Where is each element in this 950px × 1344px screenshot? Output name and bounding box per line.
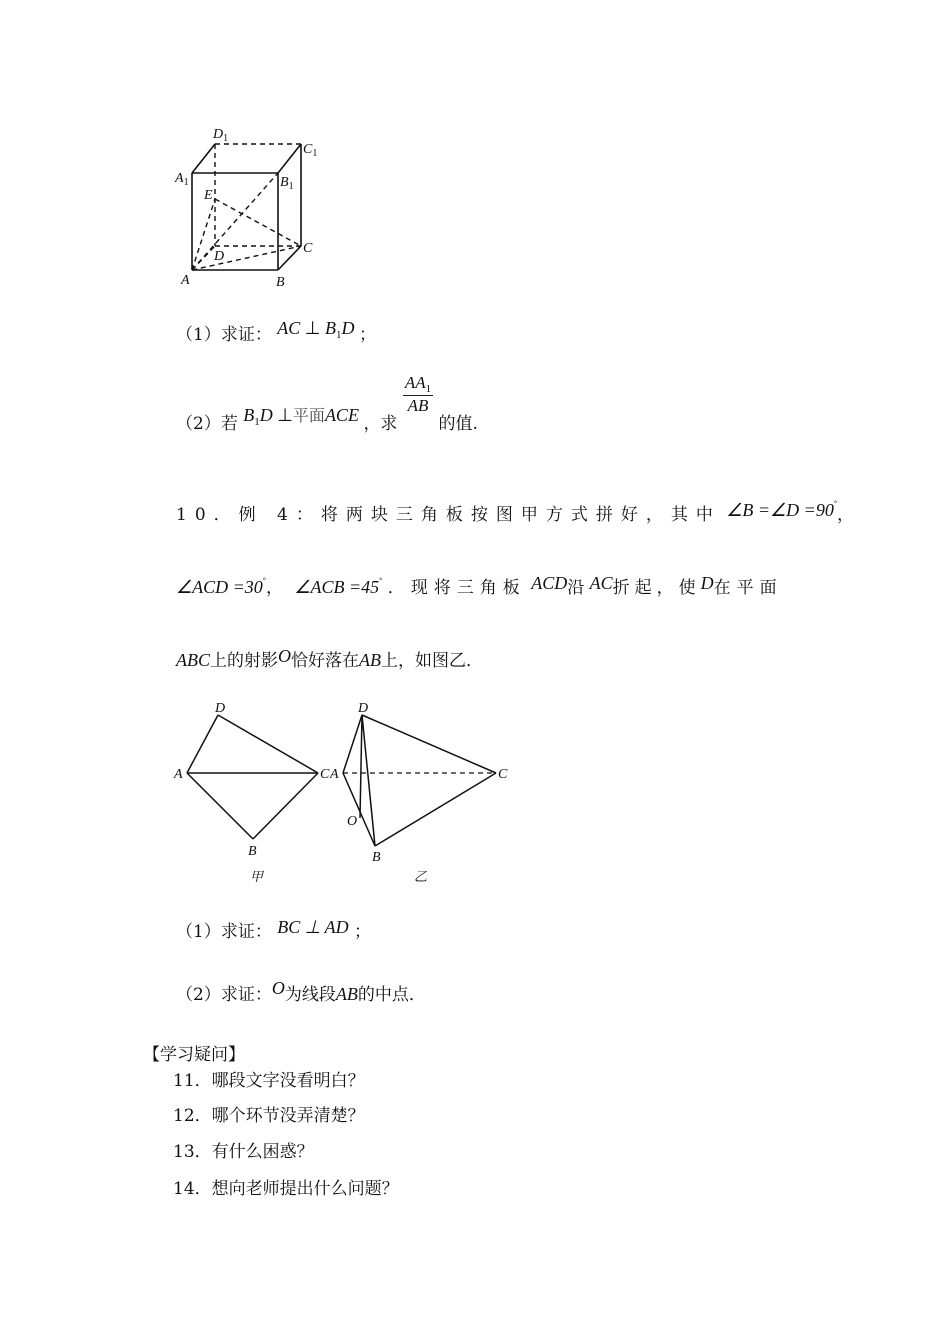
edge-b1c1 [278, 144, 301, 173]
q10-part2-text2: 的中点． [357, 985, 426, 1005]
label-b: B [276, 275, 285, 290]
q10-line2-sep: ， [266, 578, 283, 598]
label-b1: $B_1$ [280, 175, 294, 192]
q10-part1-formula: BC ⊥ AD [277, 917, 349, 937]
q10-line1-text: 10．例 4：将两块三角板按图甲方式拼好，其中 [176, 505, 721, 525]
q10-line2-angle2: ∠ACB =45° [294, 576, 383, 597]
yi-label-b: B [372, 850, 381, 865]
edge-dc [218, 715, 318, 773]
q10-line3-abc: ABC [176, 650, 210, 670]
q10-line2-text1: ．现将三角板 [387, 578, 526, 598]
figure-yi [330, 695, 520, 890]
label-a1: $A_1$ [175, 171, 189, 188]
yi-label-d: D [358, 701, 369, 716]
q9-part1 [176, 320, 376, 347]
q10-part1 [176, 917, 371, 942]
edge-dc [362, 715, 496, 773]
edge-ab [343, 773, 375, 846]
jia-label-d: D [215, 701, 226, 716]
edge-bc [375, 773, 496, 846]
jia-caption: 甲 [250, 869, 264, 884]
q10-line1-end: ， [837, 505, 855, 525]
yi-caption: 乙 [414, 869, 428, 884]
label-c1: $C_1$ [303, 142, 318, 159]
q10-part2 [176, 980, 426, 1005]
yi-label-o: O [347, 814, 358, 829]
q10-line3-text3: 上，如图乙． [381, 651, 483, 671]
q9-part2 [176, 373, 478, 434]
q10-line2-ac: AC [589, 573, 613, 593]
q10-part2-o: O [271, 978, 285, 998]
label-e: E [204, 188, 213, 203]
label-d1: $D_1$ [213, 127, 229, 144]
q10-line2 [176, 573, 783, 598]
seg-ec [215, 199, 301, 246]
q10-part1-prefix: （1）求证： [176, 922, 272, 942]
yi-label-c: C [498, 767, 508, 782]
study-item: 11．哪段文字没看明白？ [173, 1071, 365, 1091]
edge-bc [253, 773, 318, 839]
q10-line2-d: D [700, 573, 714, 593]
q10-line2-text3: 折起，使 [612, 578, 701, 598]
q10-line3-text1: 上的射影 [210, 651, 278, 671]
q10-part2-ab: AB [335, 984, 358, 1004]
q10-line2-text4: 在平面 [713, 578, 783, 598]
q10-part2-text1: 为线段 [284, 985, 336, 1005]
q10-line2-angle1: ∠ACD =30° [176, 576, 266, 597]
q10-line3 [176, 646, 483, 671]
edge-a1d1 [192, 144, 215, 173]
cube-figure [170, 120, 330, 295]
q10-line3-o: O [278, 646, 291, 666]
q10-line3-text2: 恰好落在 [291, 651, 359, 671]
q9-part2-end: 的值. [438, 414, 478, 434]
label-a: A [181, 273, 190, 288]
q10-part1-end: ； [354, 922, 371, 942]
study-item: 14．想向老师提出什么问题？ [173, 1179, 399, 1199]
edge-da [343, 715, 362, 773]
jia-label-a: A [174, 767, 183, 782]
study-item: 13．有什么困惑？ [173, 1142, 314, 1162]
diag-ac [192, 246, 301, 270]
edge-do [360, 715, 362, 818]
q9-part2-prefix: （2）若 [176, 414, 238, 434]
q9-part1-formula: AC ⊥ $B_1D$ [277, 318, 355, 341]
q10-line1 [176, 500, 854, 525]
jia-label-c: C [320, 767, 330, 782]
label-c: C [303, 241, 313, 256]
study-heading: 【学习疑问】 [143, 1045, 245, 1065]
label-d: D [214, 249, 225, 264]
q9-part2-formula: $B_1D$ ⊥平面ACE [243, 405, 359, 428]
edge-ab [187, 773, 253, 839]
q9-part2-mid: ，求 [363, 414, 398, 434]
study-item: 12．哪个环节没弄清楚？ [173, 1106, 365, 1126]
figure-jia [170, 695, 335, 890]
q10-line2-acd: ACD [531, 573, 568, 593]
jia-label-b: B [248, 844, 257, 859]
q10-line1-formula: ∠B =∠D =90° [726, 499, 838, 520]
q10-line3-ab: AB [359, 650, 381, 670]
q9-part1-end: ； [358, 325, 376, 345]
yi-label-a: A [330, 767, 339, 782]
edge-db [362, 715, 375, 846]
q10-line2-text2: 沿 [567, 578, 585, 598]
seg-ae [192, 199, 215, 270]
q9-part2-fraction: $\frac{AA_1}{AB}$ [404, 373, 432, 415]
edge-da [187, 715, 218, 773]
q10-part2-prefix: （2）求证： [176, 985, 272, 1005]
q9-part1-prefix: （1）求证： [176, 325, 272, 345]
